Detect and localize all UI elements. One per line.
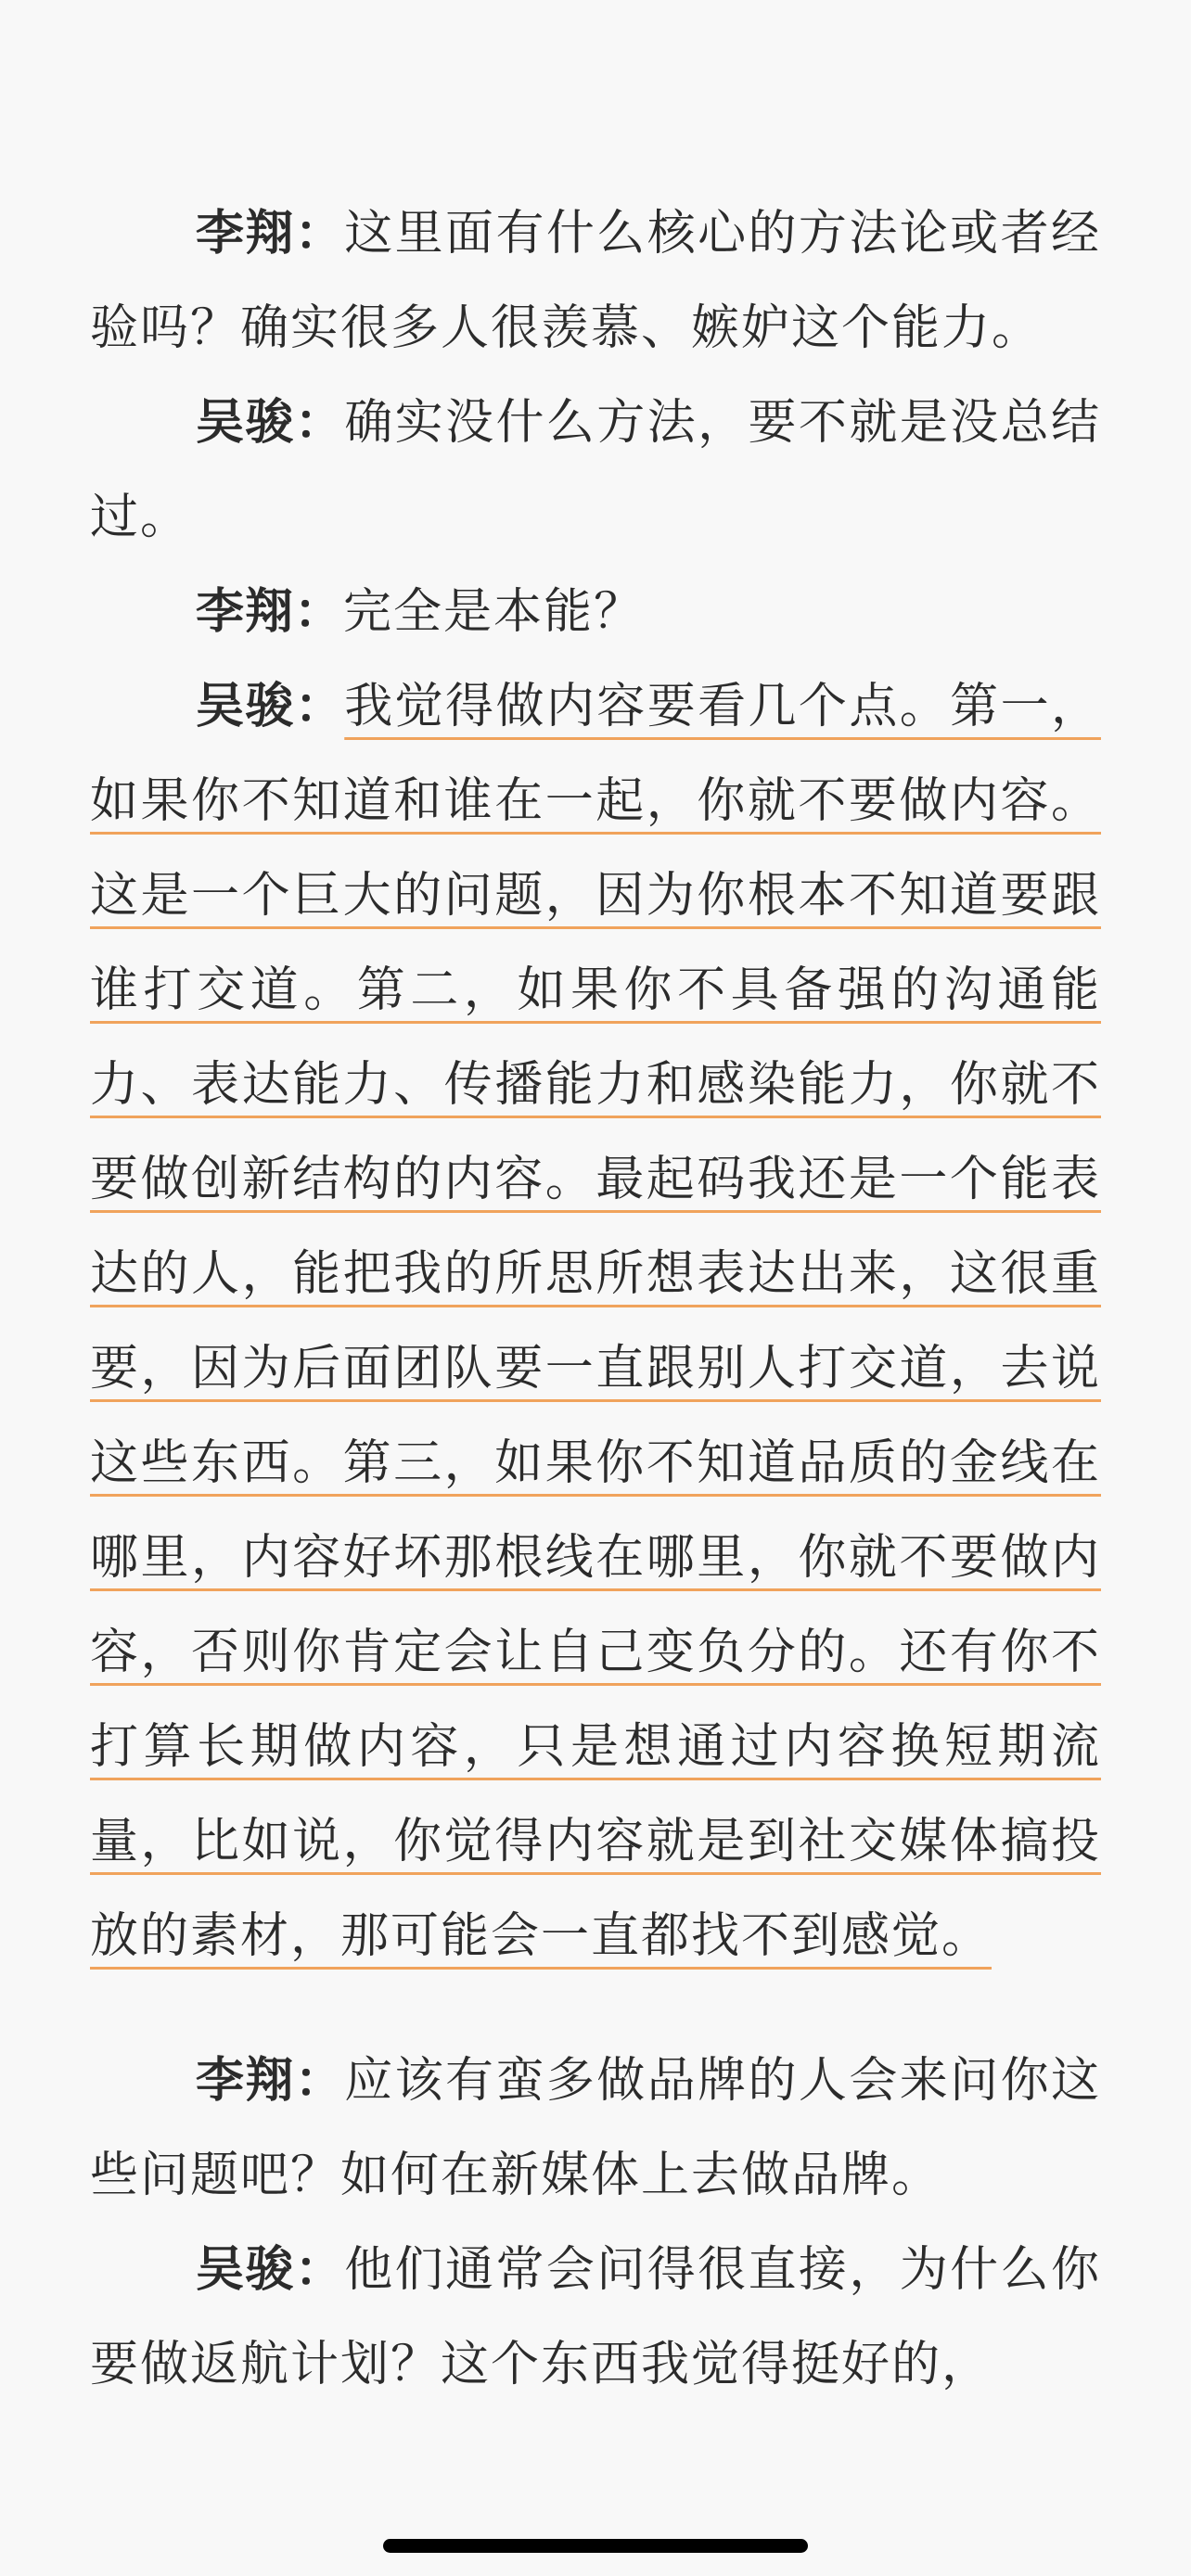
section-spacer (90, 1983, 1101, 2034)
highlighted-text[interactable]: 我觉得做内容要看几个点。第一，如果你不知道和谁在一起，你就不要做内容。这是一个巨大的问题，因为你根本不知道要跟谁打交道。第二，如果你不具备强的沟通能力、表达能力、传播能力和感染能力，你就不要做创新结构的内容。最起码我还是一个能表达的人，能把我的所思所想表达出来，这很重要，因为后面团队要一直跟别人打交道，去说这些东西。第三，如果你不知道品质的金线在哪里，内容好坏那根线在哪里，你就不要做内容，否则你肯定会让自己变负分的。还有你不打算长期做内容，只是想通过内容换短期流量，比如说，你觉得内容就是到社交媒体搞投放的素材，那可能会一直都找不到感觉。 (90, 679, 1101, 1964)
paragraph (90, 186, 1101, 376)
paragraph (90, 659, 1101, 1983)
speaker-name: 吴骏： (196, 2241, 345, 2298)
speaker-name: 吴骏： (196, 678, 345, 734)
speaker-name: 李翔： (196, 583, 344, 640)
paragraph (90, 376, 1101, 565)
paragraph-text[interactable]: 这里面有什么核心的方法论或者经验吗？确实很多人很羡慕、嫉妒这个能力。 (90, 206, 1101, 356)
paragraph (90, 2223, 1101, 2412)
paragraph-text[interactable]: 他们通常会问得很直接，为什么你要做返航计划？这个东西我觉得挺好的， (90, 2242, 1101, 2392)
paragraph (90, 2034, 1101, 2223)
paragraph-text[interactable]: 完全是本能？ (343, 584, 645, 640)
paragraph (90, 565, 1101, 659)
speaker-name: 李翔： (196, 205, 345, 261)
speaker-name: 李翔： (196, 2052, 345, 2109)
home-indicator[interactable] (383, 2539, 808, 2553)
paragraph-text[interactable]: 应该有蛮多做品牌的人会来问你这些问题吧？如何在新媒体上去做品牌。 (90, 2053, 1101, 2203)
paragraph-text[interactable]: 确实没什么方法，要不就是没总结过。 (90, 395, 1101, 545)
reader-content (90, 186, 1101, 2412)
speaker-name: 吴骏： (196, 394, 345, 451)
